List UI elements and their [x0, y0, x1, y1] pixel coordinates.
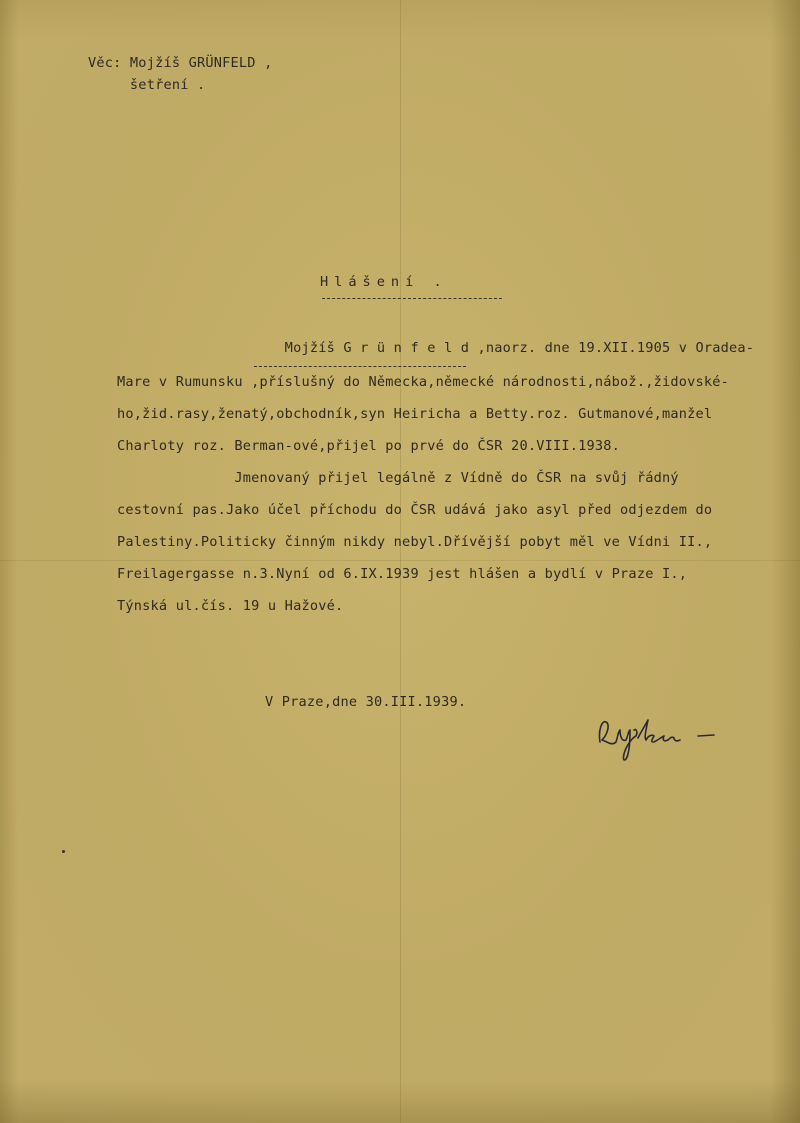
paragraph2-line-1: Jmenovaný přijel legálně z Vídně do ČSR na svůj řádný	[117, 470, 679, 486]
signature-drawing	[594, 712, 724, 772]
subject-line-1: Věc: Mojžíš GRÜNFELD ,	[88, 55, 273, 71]
paper-fold-vertical	[400, 0, 401, 1123]
handwritten-signature	[594, 712, 724, 777]
paragraph2-line-5: Týnská ul.čís. 19 u Hažové.	[117, 598, 344, 614]
paragraph2-line-3: Palestiny.Politicky činným nikdy nebyl.Dřívější pobyt měl ve Vídni II.,	[117, 534, 713, 550]
paragraph2-line-4: Freilagergasse n.3.Nyní od 6.IX.1939 jest hlášen a bydlí v Praze I.,	[117, 566, 688, 582]
subject-block	[88, 52, 272, 96]
subject-line-2: šetření .	[88, 77, 206, 93]
document-heading: Hlášení .	[320, 274, 448, 290]
date-line: V Praze,dne 30.III.1939.	[265, 694, 467, 710]
paragraph1-line-1: Mojžíš G r ü n f e l d ,naorz. dne 19.XII.1905 v Oradea-	[117, 340, 755, 356]
paper-fold-horizontal	[0, 560, 800, 561]
heading-underline	[322, 298, 502, 299]
paper-speck	[62, 850, 65, 853]
paragraph1-line-4: Charloty roz. Berman-ové,přijel po prvé do ČSR 20.VIII.1938.	[117, 438, 621, 454]
name-underline	[254, 366, 466, 367]
paragraph1-line-2: Mare v Rumunsku ,příslušný do Německa,německé národnosti,nábož.,židovské-	[117, 374, 730, 390]
paragraph2-line-2: cestovní pas.Jako účel příchodu do ČSR udává jako asyl před odjezdem do	[117, 502, 713, 518]
paragraph1-line-3: ho,žid.rasy,ženatý,obchodník,syn Heiricha a Betty.roz. Gutmanové,manžel	[117, 406, 713, 422]
